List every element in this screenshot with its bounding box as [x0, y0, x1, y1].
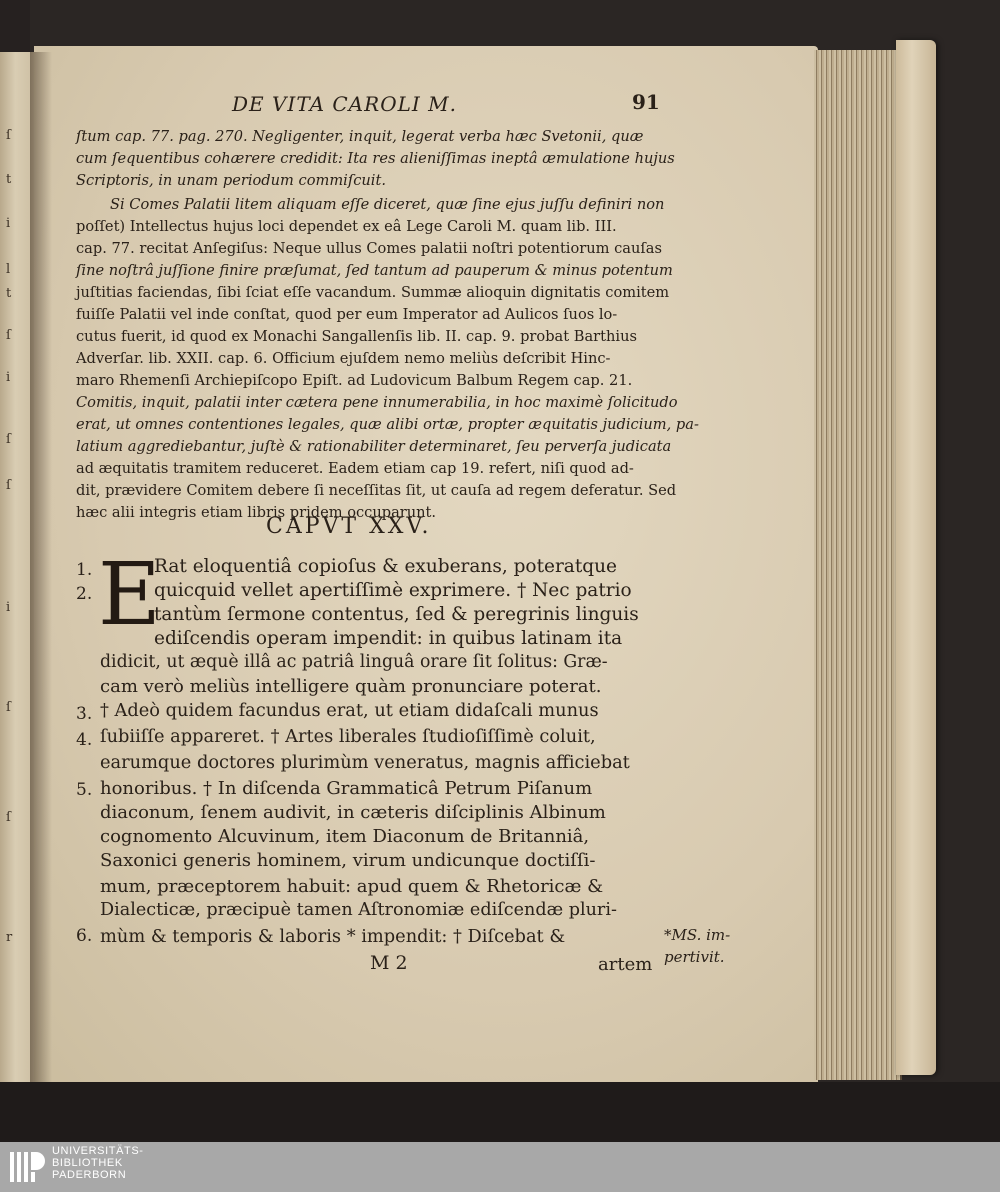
previous-page-fragment: r — [6, 930, 13, 945]
body-line: cognomento Alcuvinum, item Diaconum de Britanniâ, — [100, 826, 590, 847]
body-line: Rat eloquentiâ copioſus & exuberans, poteratque — [154, 556, 617, 577]
previous-page-fragment: l — [6, 262, 11, 277]
commentary-line: juſtitias faciendas, ſibi ſciat eſſe vacandum. Summæ alioquin dignitatis comitem — [76, 284, 670, 301]
commentary-line: ſine noſtrâ juſſione finire præſumat, ſed tantum ad pauperum & minus potentum — [76, 262, 673, 279]
commentary-line: ad æquitatis tramitem reduceret. Eadem etiam cap 19. refert, niſi quod ad- — [76, 460, 634, 477]
previous-page-fragment: t — [6, 286, 12, 301]
body-line: didicit, ut æquè illâ ac patriâ linguâ orare ſit ſolitus: Græ- — [100, 652, 608, 672]
book-cover-edge — [896, 40, 936, 1075]
library-logo-icon — [8, 1148, 46, 1186]
previous-page-fragment: t — [6, 172, 12, 187]
body-line: ediſcendis operam impendit: in quibus latinam ita — [154, 628, 623, 649]
commentary-line: hæc alii integris etiam libris pridem occuparunt. — [76, 504, 437, 521]
commentary-line: Adverſar. lib. XXII. cap. 6. Officium ejuſdem nemo meliùs deſcribit Hinc- — [76, 350, 611, 367]
previous-page-fragment: i — [6, 600, 11, 615]
chapter-heading: CAPVT XXV. — [266, 514, 432, 539]
commentary-line: cutus fuerit, id quod ex Monachi Sangallenſis lib. II. cap. 9. probat Barthius — [76, 328, 637, 345]
previous-page-fragment: ſ — [6, 432, 11, 447]
previous-page-fragment: ſ — [6, 328, 11, 343]
commentary-line: erat, ut omnes contentiones legales, quæ alibi ortæ, propter æquitatis judicium, pa- — [76, 416, 699, 433]
commentary-line: latium aggrediebantur, juſtè & rationabiliter determinaret, ſeu perverſa judicata — [76, 438, 672, 455]
commentary-line: Scriptoris, in unam periodum commiſcuit. — [76, 172, 386, 189]
commentary-line: dit, prævidere Comitem debere ſi neceſſitas ſit, ut cauſa ad regem deferatur. Sed — [76, 482, 677, 499]
commentary-line: cum ſequentibus cohærere credidit: Ita res alieniſſimas ineptâ æmulatione hujus — [76, 150, 675, 167]
previous-page-fragment: ſ — [6, 128, 11, 143]
verse-number: 2. — [76, 584, 93, 604]
body-line: mum, præceptorem habuit: apud quem & Rhetoricæ & — [100, 876, 604, 897]
previous-page-fragment: i — [6, 216, 11, 231]
gutter-shadow — [30, 52, 52, 1082]
commentary-line: ſtum cap. 77. pag. 270. Negligenter, inquit, legerat verba hæc Svetonii, quæ — [76, 128, 644, 145]
library-name-line: PADERBORN — [52, 1169, 127, 1181]
commentary-line: fuiſſe Palatii vel inde conſtat, quod per eum Imperator ad Aulicos ſuos lo- — [76, 306, 618, 323]
page-stack-edges — [814, 50, 902, 1080]
body-line: Dialecticæ, præcipuè tamen Aſtronomiæ ediſcendæ pluri- — [100, 900, 617, 920]
body-line: honoribus. † In diſcenda Grammaticâ Petrum Piſanum — [100, 778, 593, 799]
library-footer-bar — [0, 1142, 1000, 1192]
backdrop-bottom — [0, 1082, 1000, 1142]
body-line: cam verò meliùs intelligere quàm pronunciare poterat. — [100, 676, 602, 697]
page-number: 91 — [632, 90, 660, 114]
previous-page-fragment: ſ — [6, 810, 11, 825]
drop-cap-initial: E — [98, 545, 161, 645]
commentary-line: Si Comes Palatii litem aliquam eſſe diceret, quæ ſine ejus juſſu definiri non — [110, 196, 665, 213]
signature-mark: M 2 — [370, 952, 408, 974]
previous-page-fragment: ſ — [6, 700, 11, 715]
verse-number: 6. — [76, 926, 93, 946]
body-line: quicquid vellet apertiſſimè exprimere. † Nec patrio — [154, 580, 632, 601]
commentary-line: cap. 77. recitat Anſegiſus: Neque ullus Comes palatii noſtri potentiorum cauſas — [76, 240, 662, 257]
commentary-line: maro Rhemenſi Archiepiſcopo Epiſt. ad Ludovicum Balbum Regem cap. 21. — [76, 372, 633, 389]
verse-number: 5. — [76, 780, 93, 800]
body-line: diaconum, ſenem audivit, in cæteris diſciplinis Albinum — [100, 802, 606, 823]
body-line: † Adeò quidem facundus erat, ut etiam didaſcali munus — [100, 700, 599, 721]
verse-number: 1. — [76, 560, 93, 580]
marginal-note: *MS. im- — [664, 926, 731, 944]
library-name-line: BIBLIOTHEK — [52, 1157, 123, 1169]
catchword: artem — [598, 954, 653, 975]
body-line: Saxonici generis hominem, virum undicunque doctiſſi- — [100, 850, 596, 871]
library-name-line: UNIVERSITÄTS- — [52, 1145, 144, 1157]
body-line: ſubiiſſe appareret. † Artes liberales ſtudioſiſſimè coluit, — [100, 726, 596, 747]
verse-number: 3. — [76, 704, 93, 724]
commentary-line: Comitis, inquit, palatii inter cætera pene innumerabilia, in hoc maximè ſolicitudo — [76, 394, 678, 411]
body-line: mùm & temporis & laboris * impendit: † Diſcebat & — [100, 926, 566, 947]
running-head: DE VITA CAROLI M. — [232, 92, 457, 116]
commentary-line: poſſet) Intellectus hujus loci dependet ex eâ Lege Caroli M. quam lib. III. — [76, 218, 617, 235]
verse-number: 4. — [76, 730, 93, 750]
previous-page-fragment: ſ — [6, 478, 11, 493]
body-line: earumque doctores plurimùm veneratus, magnis afficiebat — [100, 752, 630, 773]
body-line: tantùm ſermone contentus, ſed & peregrinis linguis — [154, 604, 639, 625]
previous-page-fragment: i — [6, 370, 11, 385]
marginal-note: pertivit. — [664, 948, 725, 966]
